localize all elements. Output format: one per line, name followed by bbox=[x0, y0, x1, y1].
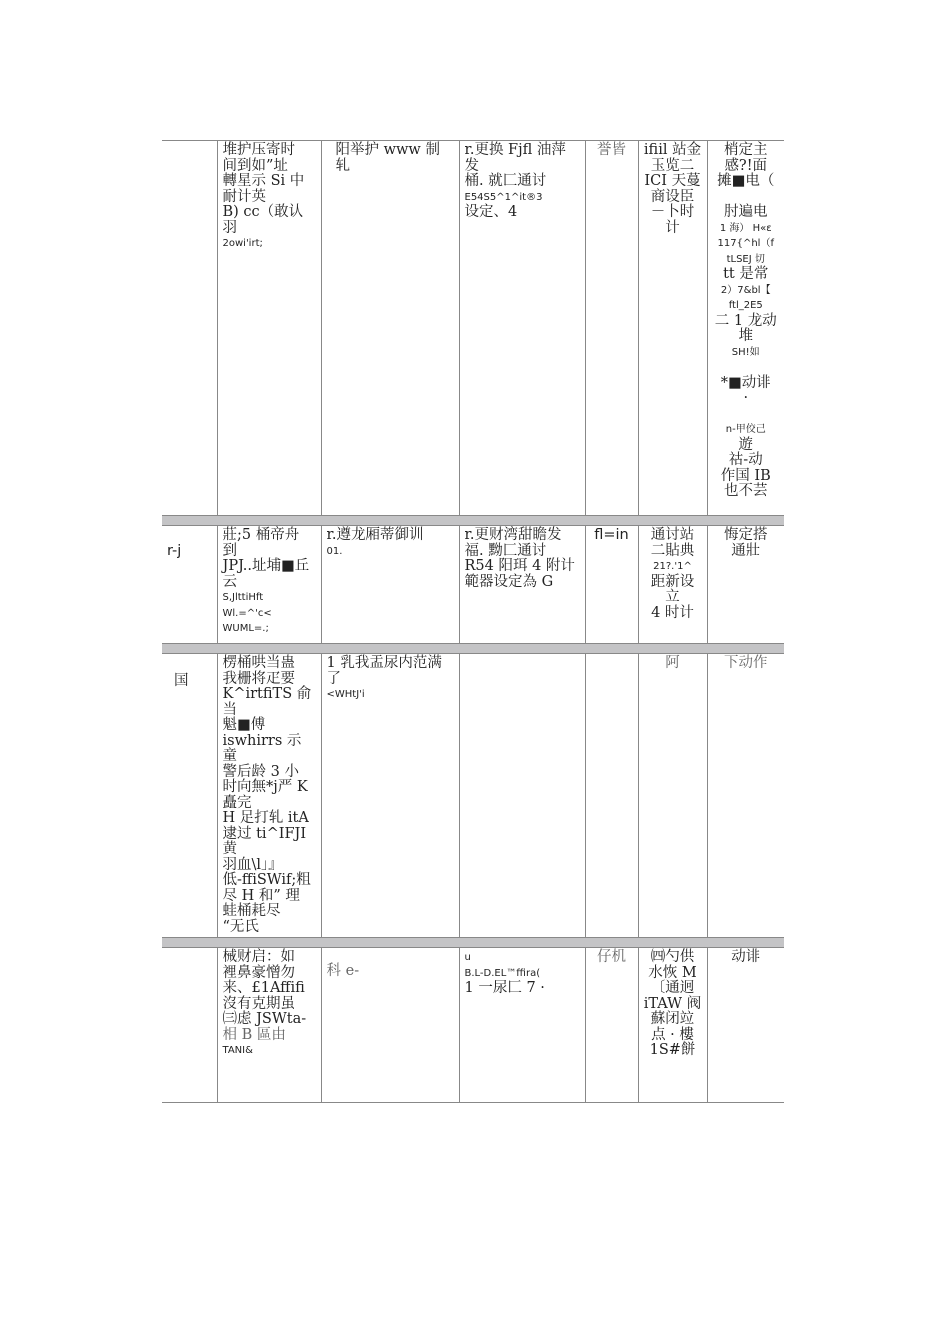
cell-line: u bbox=[464, 952, 471, 963]
cell-line: r.更财湾甜瞻发 bbox=[464, 527, 562, 543]
col6-cell bbox=[638, 654, 707, 938]
cell-line: r.遵龙厢蒂御训 bbox=[326, 527, 424, 543]
cell-line: K^irtfiTS 俞当 bbox=[222, 686, 312, 718]
cell-line: 间到如”址 bbox=[222, 157, 288, 174]
cell-line: 2）7&bl【 bbox=[720, 284, 771, 296]
cell-line: tt 是常 bbox=[723, 266, 769, 282]
cell-line: 了 bbox=[326, 670, 341, 687]
cell-line: ftl_2E5 bbox=[728, 300, 763, 311]
col3-cell bbox=[321, 948, 459, 1103]
cell-line: 1S#餅 bbox=[649, 1042, 696, 1058]
cell-line: H 足打轧 itA bbox=[222, 810, 309, 826]
row-label-cell bbox=[162, 654, 217, 938]
col2-cell bbox=[217, 948, 321, 1103]
cell-line: JPJ..址埔■丘 bbox=[222, 558, 310, 574]
cell-line: iTAW 阀 bbox=[643, 995, 702, 1012]
cell-line: R54 阳珥 4 附计 bbox=[464, 558, 575, 574]
col5-cell bbox=[585, 526, 638, 644]
separator-band bbox=[162, 938, 784, 948]
row-label-cell bbox=[162, 141, 217, 516]
col4-cell bbox=[459, 526, 585, 644]
cell-line: 玉览二 bbox=[650, 157, 695, 174]
cell-line: ifiil 站金 bbox=[643, 142, 702, 158]
cell-line: 立 bbox=[665, 589, 680, 605]
cell-line: 云 bbox=[222, 573, 237, 590]
row-label: 国 bbox=[174, 673, 189, 689]
cell-line: 感?!面 bbox=[724, 157, 768, 174]
cell-line: 科 e- bbox=[326, 963, 360, 979]
col2-cell bbox=[217, 654, 321, 938]
cell-line: 堆 bbox=[738, 328, 753, 344]
cell-line: 遊 bbox=[738, 436, 753, 453]
cell-line: 範器设定為 G bbox=[464, 573, 554, 590]
cell-line: 动诽 bbox=[731, 949, 761, 965]
cell-line: 阿 bbox=[665, 655, 680, 671]
cell-line: r.更换 Fjfl 油萍发 bbox=[464, 142, 566, 174]
cell-line: ㈢虑 JSWta- bbox=[222, 1011, 307, 1027]
cell-line: ICI 天蔓 bbox=[644, 173, 701, 189]
row-label-cell bbox=[162, 526, 217, 644]
cell-line: 低-ffiSWif;粗 bbox=[222, 872, 311, 888]
row-label: r-j bbox=[167, 543, 182, 559]
cell-line: B.L-D.EL™ffira( bbox=[464, 967, 541, 979]
cell-line: 设定、4 bbox=[464, 204, 518, 220]
row-separator bbox=[162, 516, 784, 526]
cell-line: WUML=.; bbox=[222, 623, 269, 634]
cell-line: 117{^hl（f bbox=[717, 238, 774, 249]
cell-line: 通壯 bbox=[731, 542, 761, 559]
cell-line: 通讨站 bbox=[650, 527, 695, 543]
cell-line: TANI& bbox=[222, 1045, 253, 1056]
table-row bbox=[162, 654, 784, 938]
cell-line: S,JlttiHft bbox=[222, 592, 264, 603]
col5-cell bbox=[585, 141, 638, 516]
cell-line: 魁■傅 bbox=[222, 717, 266, 733]
col2-cell bbox=[217, 141, 321, 516]
cell-line: 也不芸 bbox=[724, 483, 768, 499]
cell-line: 仔机 bbox=[597, 949, 626, 965]
row-separator bbox=[162, 938, 784, 948]
cell-line: E54S5^1^it®3 bbox=[464, 191, 543, 203]
cell-line: 警后龄 3 小 bbox=[222, 763, 299, 780]
cell-line: 来、£1Affifi bbox=[222, 980, 305, 996]
cell-line: 逮过 ti^IFJI 黄 bbox=[222, 825, 307, 857]
cell-line: 阳举护 www 制 bbox=[335, 142, 440, 158]
col7-cell bbox=[707, 141, 784, 516]
cell-line: 尽 H 和” 理 bbox=[222, 887, 300, 904]
cell-line: 距新设 bbox=[650, 573, 695, 590]
cell-line: 堆护压寄时 bbox=[222, 142, 295, 158]
col4-cell bbox=[459, 141, 585, 516]
cell-line: B) cc（敢认 bbox=[222, 204, 304, 220]
cell-line: 我栅将疋要 bbox=[222, 670, 295, 687]
cell-line: 时向無*j严 K bbox=[222, 779, 308, 795]
col5-cell bbox=[585, 948, 638, 1103]
cell-line: 蛙桶耗尽 bbox=[222, 903, 281, 919]
cell-line: 梢定主 bbox=[724, 142, 768, 158]
cell-line: 蘇闭竝 bbox=[650, 1011, 695, 1027]
cell-line: “无氏 bbox=[222, 918, 259, 935]
cell-line: 01. bbox=[326, 545, 343, 557]
col6-cell bbox=[638, 141, 707, 516]
col7-cell bbox=[707, 654, 784, 938]
cell-line: 下动作 bbox=[724, 655, 768, 671]
cell-line: 二 1 龙动 bbox=[714, 312, 777, 329]
cell-line: ㈣勺供 bbox=[650, 949, 695, 965]
cell-line: 1 乳我盂尿内范满 bbox=[326, 655, 442, 671]
cell-line: 2owi'irt; bbox=[222, 238, 263, 249]
table-row bbox=[162, 526, 784, 644]
cell-line: Wl.=^'c< bbox=[222, 607, 272, 619]
col6-cell bbox=[638, 948, 707, 1103]
cell-line: 莊;5 桶帝舟 bbox=[222, 527, 300, 543]
cell-line: 悔定搭 bbox=[724, 527, 768, 543]
cell-line: 21?.'1^ bbox=[653, 561, 692, 572]
cell-line: 点 · 樓 bbox=[651, 1026, 694, 1043]
cell-line: SH!如 bbox=[731, 346, 760, 358]
cell-line: －卜时 bbox=[650, 204, 695, 220]
cell-line: 水恢 M bbox=[648, 964, 697, 981]
col2-cell bbox=[217, 526, 321, 644]
cell-line: 羽血\l」』 bbox=[222, 856, 283, 873]
cell-line: 摊■电（ bbox=[717, 173, 775, 189]
cell-line: 祜-动 bbox=[728, 452, 763, 468]
cell-line: tLSEJ 切 bbox=[726, 253, 765, 265]
cell-line: · bbox=[743, 390, 749, 406]
cell-line bbox=[713, 360, 780, 376]
col4-cell bbox=[459, 654, 585, 938]
cell-line: *■动诽 bbox=[720, 374, 771, 391]
cell-line: 作国 IB bbox=[720, 467, 771, 484]
cell-line: 楞桶哄当蛊 bbox=[222, 655, 295, 671]
cell-line: 〔通迥 bbox=[650, 980, 695, 996]
cell-line: 桶. 就匚通讨 bbox=[464, 173, 547, 189]
cell-line: 到 bbox=[222, 542, 237, 559]
separator-band bbox=[162, 516, 784, 526]
cell-line: 誉皆 bbox=[597, 142, 626, 158]
cell-line: 轧 bbox=[335, 157, 350, 174]
cell-line: iswhirrs 示童 bbox=[222, 732, 302, 764]
col3-cell bbox=[321, 654, 459, 938]
col7-cell bbox=[707, 526, 784, 644]
document-table bbox=[162, 140, 784, 1103]
cell-line: 羽 bbox=[222, 219, 237, 236]
cell-line: 二貼典 bbox=[650, 542, 695, 559]
table-row bbox=[162, 141, 784, 516]
cell-line: 4 时计 bbox=[651, 604, 694, 621]
cell-line: 商设臣 bbox=[650, 188, 695, 205]
cell-line: <WHtJ'i bbox=[326, 689, 365, 700]
cell-line: 福. 黝匚通讨 bbox=[464, 542, 547, 559]
cell-line: 计 bbox=[665, 219, 680, 236]
col3-cell bbox=[321, 526, 459, 644]
cell-line: fl=in bbox=[594, 527, 629, 543]
col5-cell bbox=[585, 654, 638, 938]
row-label-cell bbox=[162, 948, 217, 1103]
cell-line: 肘遍电 bbox=[724, 204, 768, 220]
cell-line: 1 海） H«ε bbox=[719, 222, 772, 234]
cell-line: 相 B 區由 bbox=[222, 1026, 286, 1043]
row-separator bbox=[162, 644, 784, 654]
col4-cell bbox=[459, 948, 585, 1103]
cell-line bbox=[713, 407, 780, 423]
col3-cell bbox=[321, 141, 459, 516]
col6-cell bbox=[638, 526, 707, 644]
cell-line: 矗完 bbox=[222, 794, 252, 811]
cell-line: 轉星示 Si 中 bbox=[222, 173, 305, 189]
cell-line: n-甲佼己 bbox=[725, 424, 766, 435]
cell-line bbox=[713, 190, 780, 206]
cell-line: 1 一尿匚 7 · bbox=[464, 980, 545, 996]
table-row bbox=[162, 948, 784, 1103]
cell-line: 裡鼻豪憎勿 bbox=[222, 964, 295, 981]
col7-cell bbox=[707, 948, 784, 1103]
cell-line: 耐计英 bbox=[222, 188, 266, 205]
separator-band bbox=[162, 644, 784, 654]
cell-line: 械财启：如 bbox=[222, 949, 295, 965]
cell-line: 沒有克期虽 bbox=[222, 995, 295, 1012]
